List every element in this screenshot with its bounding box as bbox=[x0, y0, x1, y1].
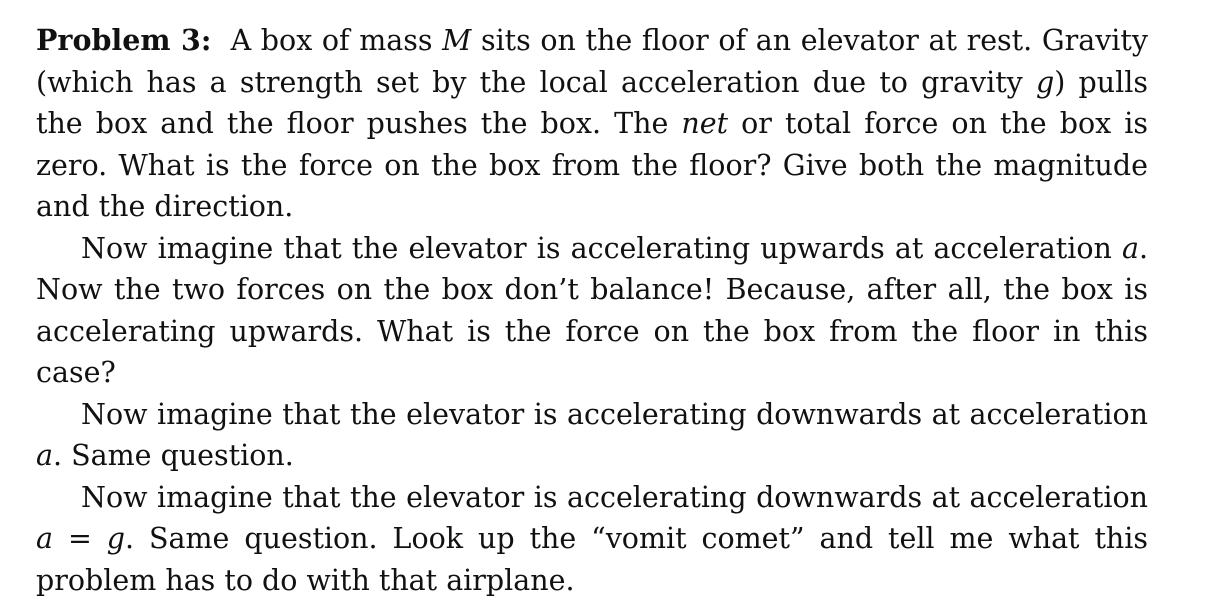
problem-text bbox=[36, 20, 1148, 601]
p1-text-1: A box of mass bbox=[230, 24, 433, 57]
p3-math-a: a bbox=[36, 439, 53, 472]
p4-text-1: Now imagine that the elevator is accelerating downwards at acceleration bbox=[81, 480, 1148, 514]
p1-text-2: sits on the floor of an elevator at rest. Gravity (which has a strength set by the local acceleration due to gravity bbox=[36, 24, 1148, 99]
paragraph-4 bbox=[36, 477, 1148, 602]
paragraph-2 bbox=[36, 228, 1148, 394]
paragraph-1 bbox=[36, 20, 1148, 228]
p3-text-2: . Same question. bbox=[53, 439, 294, 472]
problem-label: Problem 3: bbox=[36, 23, 212, 57]
p4-math-g: g bbox=[106, 522, 126, 555]
p4-math-a: a bbox=[36, 522, 53, 555]
p1-math-gravity: g bbox=[1035, 65, 1055, 99]
p4-text-2: . Same question. Look up the “vomit comet” and tell me what this problem has to do with that airplane. bbox=[36, 522, 1148, 597]
p1-emphasis: net bbox=[681, 107, 729, 140]
p2-text-2: . Now the two forces on the box don’t balance! Because, after all, the box is accelerating upwards. What is the force on the box from the floor in this case? bbox=[36, 231, 1149, 389]
p2-math-a: a bbox=[1121, 231, 1139, 265]
p4-equals: = bbox=[53, 522, 107, 555]
p1-text-4: or total force on the box is zero. What is the force on the box from the floor? Give both the magnitude and the direction. bbox=[36, 107, 1148, 223]
p1-math-mass: M bbox=[442, 24, 472, 57]
p1-text-3: ) pulls the box and the floor pushes the box. The bbox=[36, 65, 1148, 140]
paragraph-3 bbox=[36, 394, 1148, 477]
p2-text-1: Now imagine that the elevator is accelerating upwards at acceleration bbox=[81, 231, 1112, 265]
p3-text-1: Now imagine that the elevator is accelerating downwards at acceleration bbox=[81, 397, 1148, 431]
